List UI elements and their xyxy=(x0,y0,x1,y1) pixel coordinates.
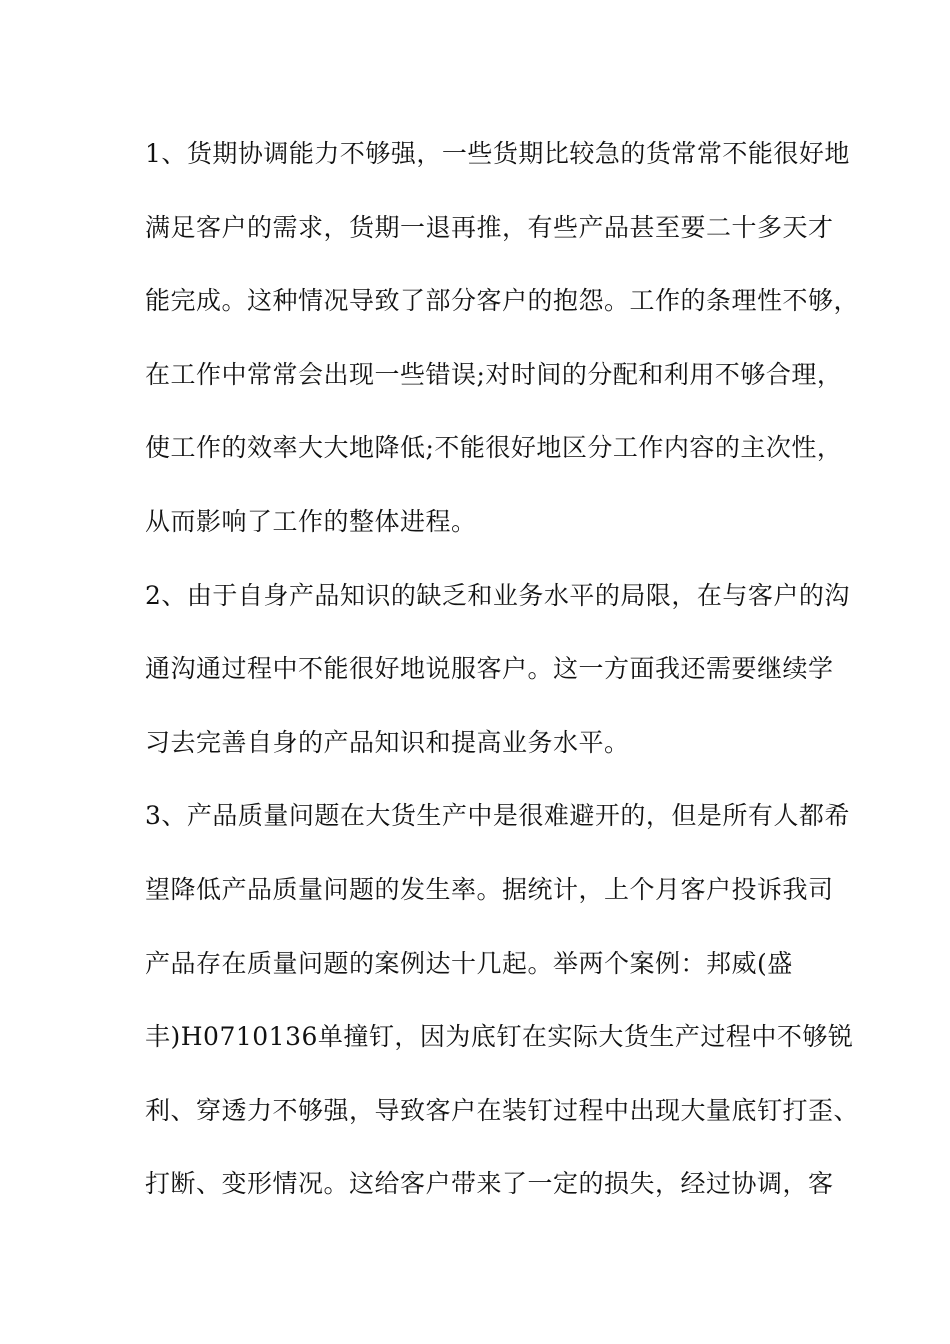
text-line: 满足客户的需求，货期一退再推，有些产品甚至要二十多天才 xyxy=(145,212,834,242)
text-line: 使工作的效率大大地降低;不能很好地区分工作内容的主次性， xyxy=(145,433,843,463)
document-body xyxy=(145,128,860,1232)
text-line: 能完成。这种情况导致了部分客户的抱怨。工作的条理性不够， xyxy=(145,286,860,316)
text-line: 通沟通过程中不能很好地说服客户。这一方面我还需要继续学 xyxy=(145,654,834,684)
text-line: 2、由于自身产品知识的缺乏和业务水平的局限，在与客户的沟 xyxy=(145,580,850,610)
text-line: 丰)H0710136单撞钉，因为底钉在实际大货生产过程中不够锐 xyxy=(145,1022,854,1052)
text-line: 从而影响了工作的整体进程。 xyxy=(145,506,477,536)
text-line: 利、穿透力不够强，导致客户在装钉过程中出现大量底钉打歪、 xyxy=(145,1095,860,1125)
text-line: 3、产品质量问题在大货生产中是很难避开的，但是所有人都希 xyxy=(145,801,850,831)
text-line: 习去完善自身的产品知识和提高业务水平。 xyxy=(145,727,630,757)
text-line: 产品存在质量问题的案例达十几起。举两个案例：邦威(盛 xyxy=(145,948,793,978)
text-line: 1、货期协调能力不够强，一些货期比较急的货常常不能很好地 xyxy=(145,139,850,168)
text-line: 望降低产品质量问题的发生率。据统计，上个月客户投诉我司 xyxy=(145,874,834,904)
text-line: 打断、变形情况。这给客户带来了一定的损失，经过协调，客 xyxy=(145,1169,834,1199)
text-line: 在工作中常常会出现一些错误;对时间的分配和利用不够合理， xyxy=(145,359,843,389)
